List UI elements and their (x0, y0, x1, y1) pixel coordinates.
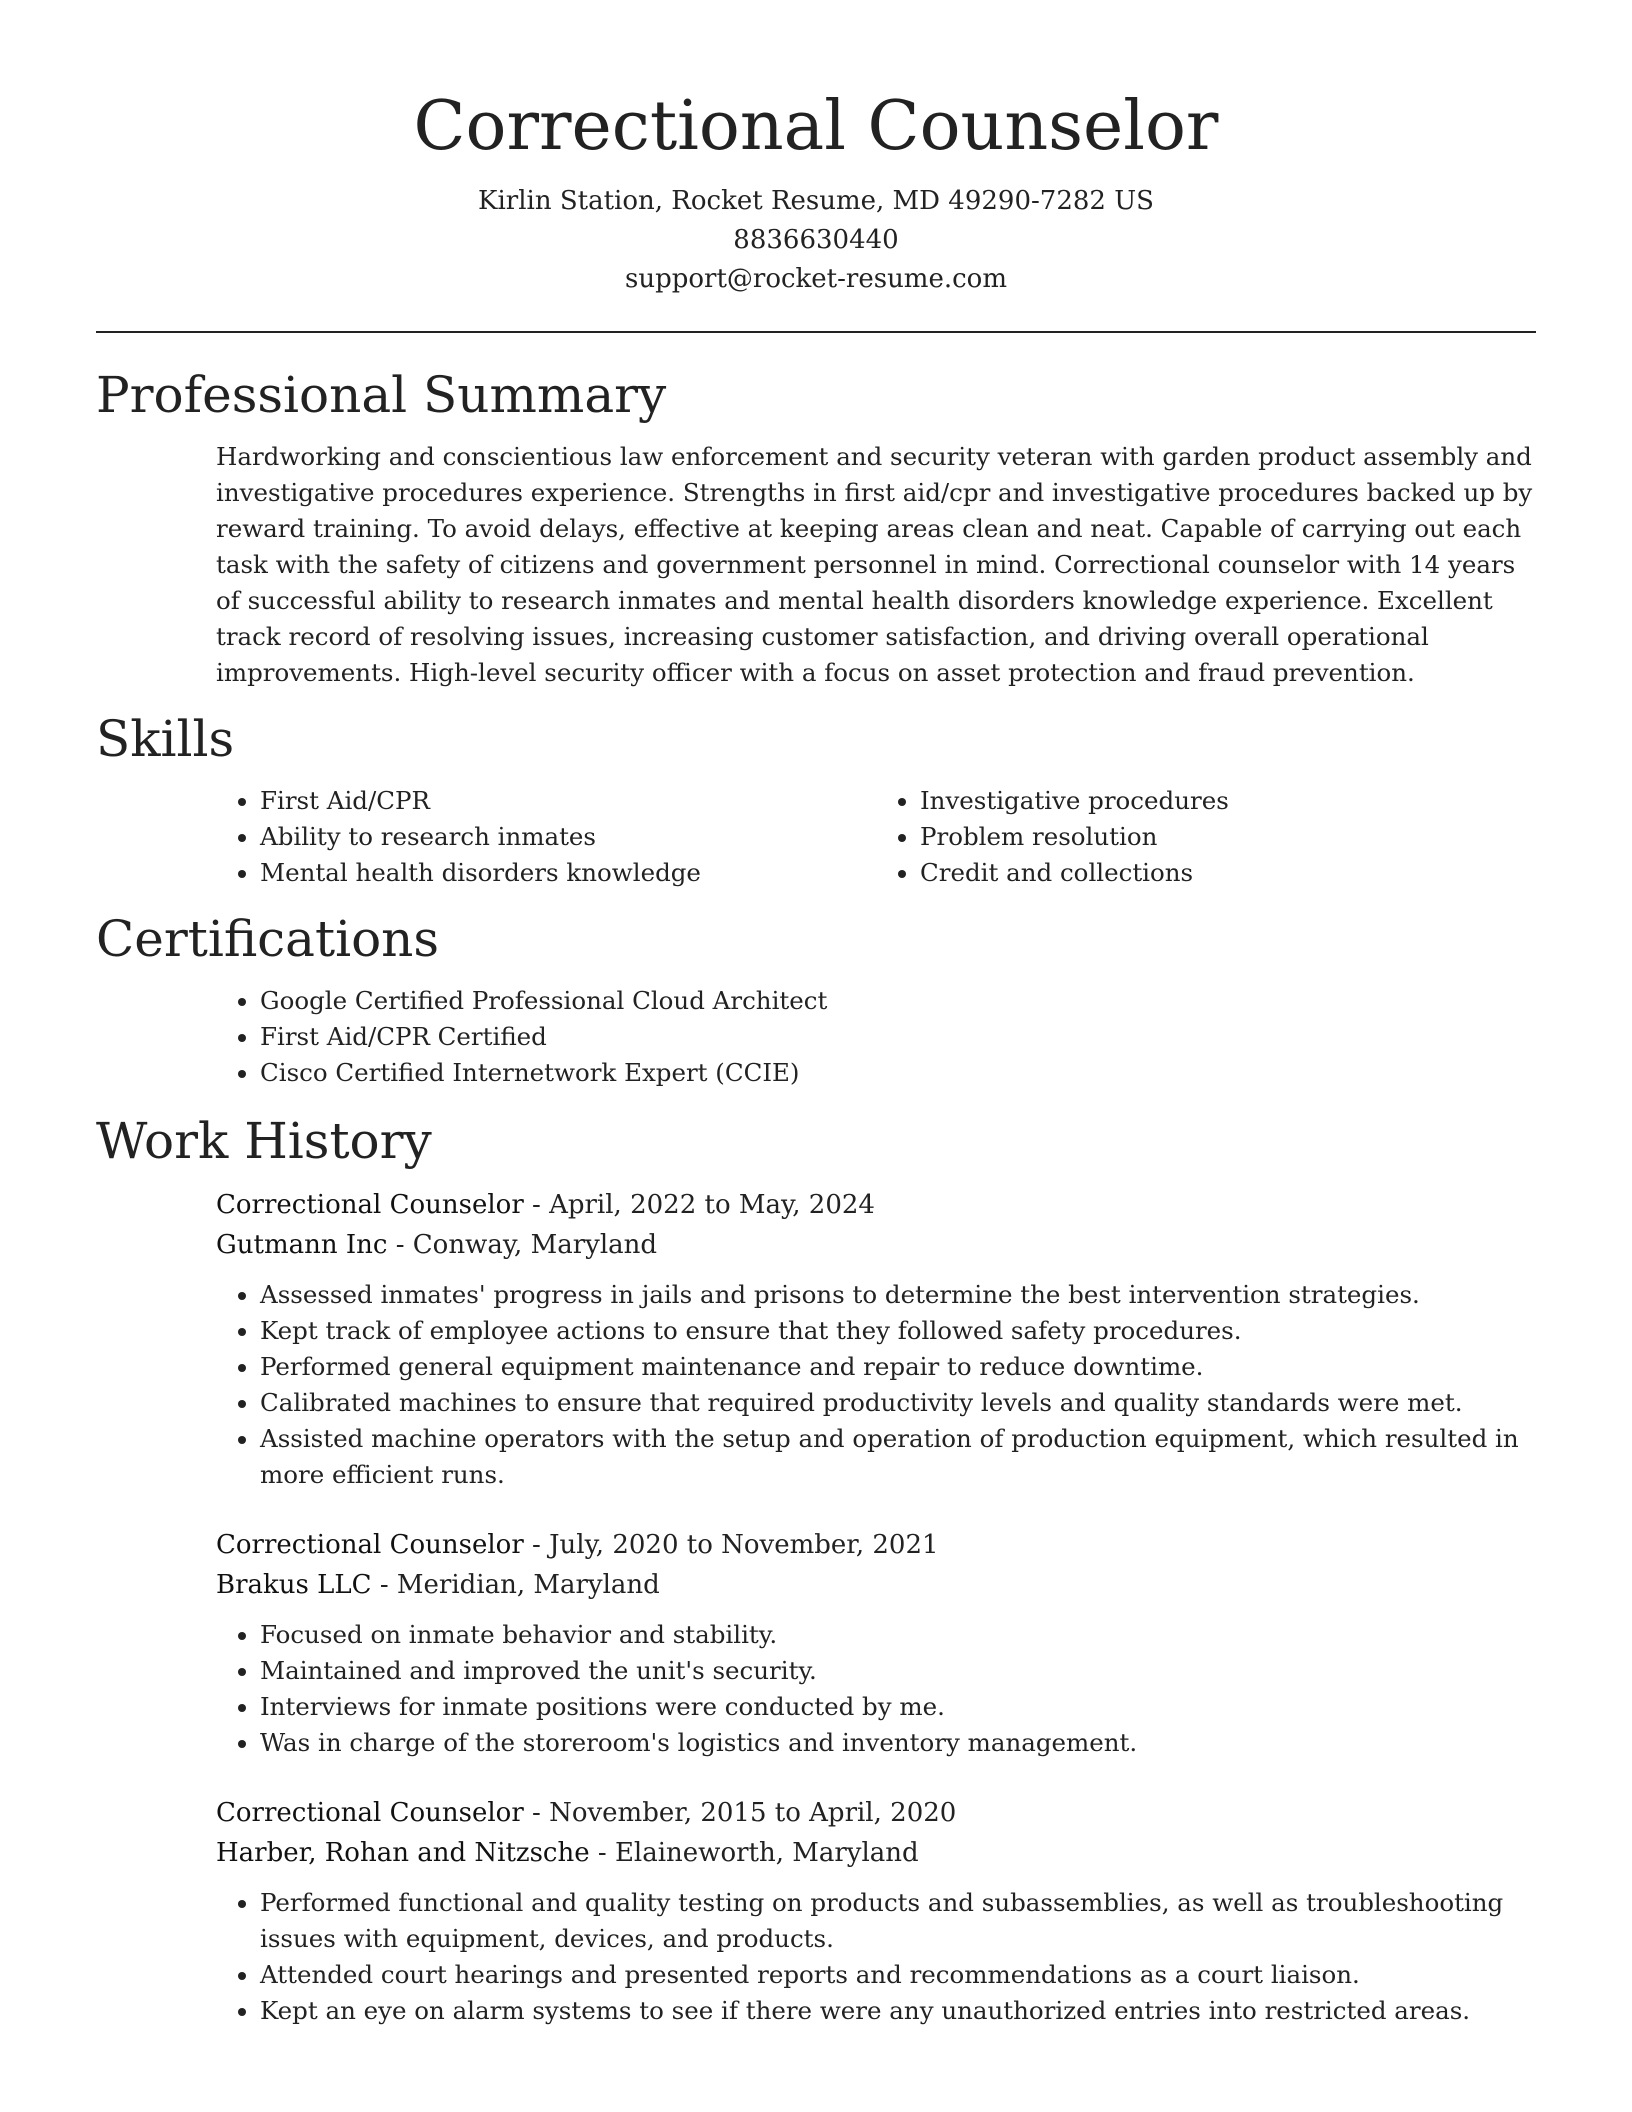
job-company: Harber, Rohan and Nitzsche (216, 1838, 590, 1868)
job-title-line (216, 1793, 1536, 1833)
skills-column-right (876, 783, 1536, 891)
certification-item: • Google Certified Professional Cloud Architect (260, 983, 1536, 1019)
skill-item: • Problem resolution (920, 819, 1536, 855)
job-company-line (216, 1833, 1536, 1873)
job-bullet: • Performed general equipment maintenance and repair to reduce downtime. (260, 1349, 1536, 1385)
skills-list (216, 783, 1536, 891)
job-company-line (216, 1565, 1536, 1605)
skill-item: • Ability to research inmates (260, 819, 876, 855)
skill-item: • Credit and collections (920, 855, 1536, 891)
resume-header (96, 0, 1536, 299)
job-location: - Meridian, Maryland (371, 1570, 660, 1600)
job-company: Brakus LLC (216, 1570, 372, 1600)
job-location: - Conway, Maryland (387, 1230, 658, 1260)
skill-item: • First Aid/CPR (260, 783, 876, 819)
email-line: support@rocket-resume.com (624, 264, 1007, 294)
job-bullet: • Attended court hearings and presented reports and recommendations as a court liaison. (260, 1957, 1536, 1993)
certifications-list (216, 983, 1536, 1091)
job-bullet: • Kept track of employee actions to ensure that they followed safety procedures. (260, 1313, 1536, 1349)
job-title: Correctional Counselor (216, 1530, 524, 1560)
job-dates: - April, 2022 to May, 2024 (523, 1190, 875, 1220)
work-history-heading: Work History (96, 1112, 432, 1170)
header-divider (96, 331, 1536, 333)
job-bullet: • Interviews for inmate positions were conducted by me. (260, 1689, 1536, 1725)
job-entry (216, 1793, 1536, 2029)
job-bullet: • Performed functional and quality testing on products and subassemblies, as well as troubleshooting issues with equipment, devices, and products. (260, 1885, 1536, 1957)
job-bullets (216, 1885, 1536, 2029)
job-title: Correctional Counselor (216, 1190, 524, 1220)
skill-item: • Mental health disorders knowledge (260, 855, 876, 891)
skills-heading: Skills (96, 710, 235, 768)
job-entry (216, 1525, 1536, 1761)
job-location: - Elaineworth, Maryland (589, 1838, 919, 1868)
certifications-heading: Certifications (96, 910, 440, 968)
job-bullets (216, 1617, 1536, 1761)
resume-page (96, 0, 1536, 2029)
job-dates: - November, 2015 to April, 2020 (523, 1798, 957, 1828)
job-title-line (216, 1185, 1536, 1225)
job-bullet: • Was in charge of the storeroom's logistics and inventory management. (260, 1725, 1536, 1761)
certification-item: • Cisco Certified Internetwork Expert (CCIE) (260, 1055, 1536, 1091)
job-title: Correctional Counselor (216, 1798, 524, 1828)
job-company-line (216, 1225, 1536, 1265)
phone-line: 8836630440 (733, 225, 899, 255)
job-title-line (216, 1525, 1536, 1565)
job-bullet: • Calibrated machines to ensure that required productivity levels and quality standards were met. (260, 1385, 1536, 1421)
job-entry (216, 1185, 1536, 1493)
skills-column-left (216, 783, 876, 891)
summary-heading: Professional Summary (96, 366, 667, 424)
job-company: Gutmann Inc (216, 1230, 388, 1260)
job-bullet: • Kept an eye on alarm systems to see if there were any unauthorized entries into restricted areas. (260, 1993, 1536, 2029)
contact-block (96, 182, 1536, 299)
job-bullets (216, 1277, 1536, 1493)
job-bullet: • Assessed inmates' progress in jails and prisons to determine the best intervention strategies. (260, 1277, 1536, 1313)
summary-text: Hardworking and conscientious law enforcement and security veteran with garden product assembly and investigative procedures experience. Strengths in first aid/cpr and investigative procedures backed up by reward training. To avoid delays, effective at keeping areas clean and neat. Capable of carrying out each task with the safety of citizens and government personnel in mind. Correctional counselor with 14 years of successful ability to research inmates and mental health disorders knowledge experience. Excellent track record of resolving issues, increasing customer satisfaction, and driving overall operational improvements. High-level security officer with a focus on asset protection and fraud prevention. (216, 442, 1533, 687)
job-bullet: • Focused on inmate behavior and stability. (260, 1617, 1536, 1653)
skill-item: • Investigative procedures (920, 783, 1536, 819)
job-bullet: • Assisted machine operators with the setup and operation of production equipment, which resulted in more efficient runs. (260, 1421, 1536, 1493)
job-bullet: • Maintained and improved the unit's security. (260, 1653, 1536, 1689)
address-line: Kirlin Station, Rocket Resume, MD 49290-7282 US (478, 186, 1154, 216)
job-dates: - July, 2020 to November, 2021 (523, 1530, 939, 1560)
certification-item: • First Aid/CPR Certified (260, 1019, 1536, 1055)
candidate-name: Correctional Counselor (413, 87, 1219, 166)
